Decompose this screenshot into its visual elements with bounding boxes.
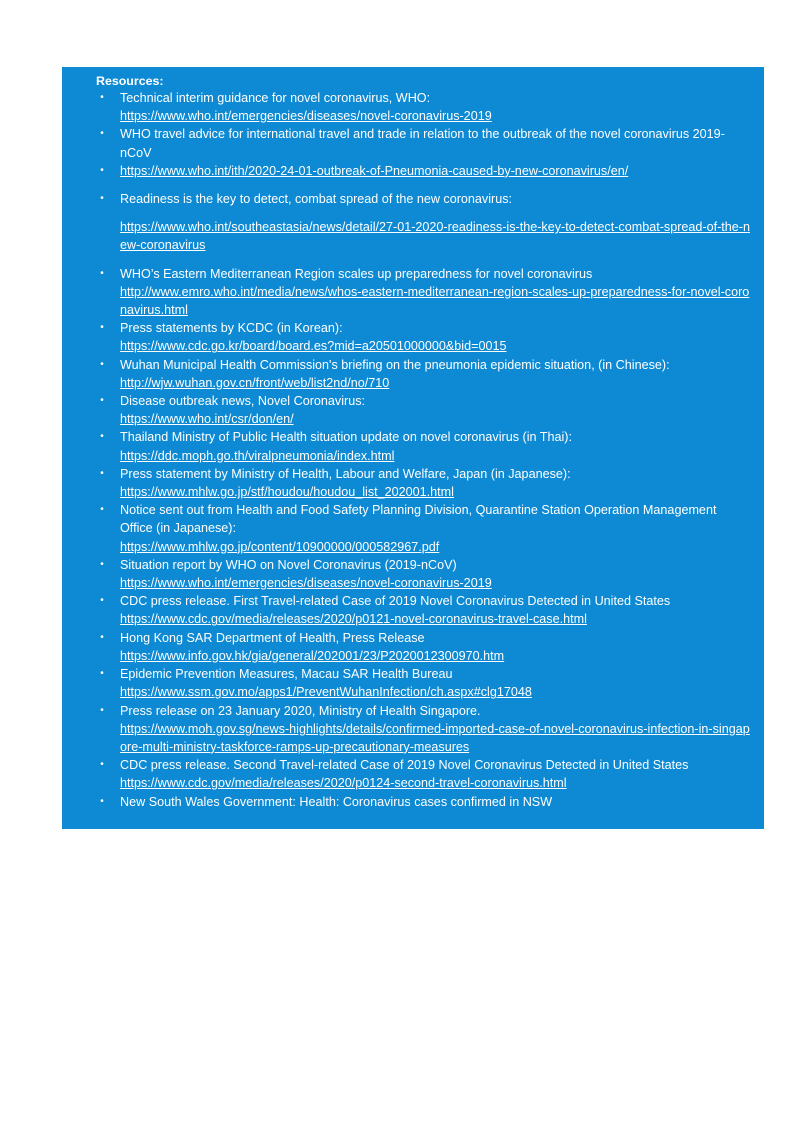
bullet-icon: • — [100, 431, 104, 443]
resource-link[interactable]: https://www.cdc.go.kr/board/board.es?mid=a20501000000&bid=0015 — [120, 339, 507, 354]
list-item — [96, 265, 752, 320]
bullet-icon: • — [100, 92, 104, 103]
resource-link[interactable]: https://www.info.gov.hk/gia/general/202001/23/P2020012300970.htm — [120, 648, 505, 663]
list-item — [96, 428, 752, 464]
list-item — [96, 89, 752, 125]
resource-description: Disease outbreak news, Novel Coronavirus: — [120, 394, 365, 409]
bullet-icon: • — [100, 322, 104, 334]
resources-heading: Resources: — [96, 74, 164, 88]
bullet-icon: • — [100, 164, 104, 176]
resource-description: Press release on 23 January 2020, Ministry of Health Singapore. — [120, 703, 481, 718]
resource-description: Wuhan Municipal Health Commission's briefing on the pneumonia epidemic situation, (in Chinese): — [120, 357, 670, 372]
resource-description: CDC press release. Second Travel-related Case of 2019 Novel Coronavirus Detected in United States — [120, 758, 689, 773]
list-item — [96, 793, 752, 811]
resource-link[interactable]: https://www.who.int/ith/2020-24-01-outbreak-of-Pneumonia-caused-by-new-coronavirus/en/ — [120, 163, 629, 178]
list-item — [96, 125, 752, 161]
list-item — [96, 702, 752, 757]
resource-link[interactable]: http://wjw.wuhan.gov.cn/front/web/list2nd/no/710 — [120, 375, 390, 390]
list-item — [96, 465, 752, 501]
bullet-icon: • — [100, 795, 104, 807]
resource-link[interactable]: https://www.cdc.gov/media/releases/2020/p0124-second-travel-coronavirus.html — [120, 776, 567, 791]
resource-description: New South Wales Government: Health: Coronavirus cases confirmed in NSW — [120, 794, 553, 809]
bullet-icon: • — [100, 631, 104, 643]
resource-description: Hong Kong SAR Department of Health, Press Release — [120, 630, 425, 645]
list-item — [96, 356, 752, 392]
resource-link[interactable]: https://www.ssm.gov.mo/apps1/PreventWuhanInfection/ch.aspx#clg17048 — [120, 685, 532, 700]
list-item — [96, 592, 752, 628]
resource-link[interactable]: http://www.emro.who.int/media/news/whos-eastern-mediterranean-region-scales-up-preparedness-for-novel-coronavirus.html — [120, 284, 750, 318]
resource-link[interactable]: https://www.mhlw.go.jp/stf/houdou/houdou_list_202001.html — [120, 485, 454, 500]
resource-link[interactable]: https://www.mhlw.go.jp/content/10900000/000582967.pdf — [120, 539, 440, 554]
resource-description: Epidemic Prevention Measures, Macau SAR Health Bureau — [120, 667, 453, 682]
resource-link[interactable]: https://www.cdc.gov/media/releases/2020/p0121-novel-coronavirus-travel-case.html — [120, 612, 587, 627]
bullet-icon: • — [100, 504, 104, 516]
bullet-icon: • — [100, 193, 104, 205]
resource-description: Press statement by Ministry of Health, Labour and Welfare, Japan (in Japanese): — [120, 466, 571, 481]
bullet-icon: • — [100, 467, 104, 479]
resource-description: WHO’s Eastern Mediterranean Region scales up preparedness for novel coronavirus — [120, 266, 593, 281]
list-item — [96, 556, 752, 592]
list-item — [96, 162, 752, 180]
list-item — [96, 392, 752, 428]
resource-link[interactable]: https://www.who.int/csr/don/en/ — [120, 412, 294, 427]
bullet-icon: • — [100, 595, 104, 607]
resource-description: Readiness is the key to detect, combat spread of the new coronavirus: — [120, 192, 513, 207]
bullet-icon: • — [100, 128, 104, 140]
resource-description: Notice sent out from Health and Food Safety Planning Division, Quarantine Station Operation Management Office (in Japanese): — [120, 503, 717, 536]
resource-description: Thailand Ministry of Public Health situation update on novel coronavirus (in Thai): — [120, 430, 572, 445]
resources-box — [62, 67, 764, 829]
resource-description: Press statements by KCDC (in Korean): — [120, 321, 343, 336]
list-item — [96, 665, 752, 701]
resource-description: Technical interim guidance for novel coronavirus, WHO: — [120, 91, 431, 105]
list-item — [96, 629, 752, 665]
resource-link[interactable]: https://www.who.int/emergencies/diseases/novel-coronavirus-2019 — [120, 576, 492, 591]
resource-link[interactable]: https://ddc.moph.go.th/viralpneumonia/index.html — [120, 448, 395, 463]
bullet-icon: • — [100, 267, 104, 279]
resource-link[interactable]: https://www.who.int/southeastasia/news/detail/27-01-2020-readiness-is-the-key-to-detect-combat-spread-of-the-new-coronavirus — [120, 220, 750, 253]
bullet-icon: • — [100, 358, 104, 370]
bullet-icon: • — [100, 668, 104, 680]
resource-description: CDC press release. First Travel-related Case of 2019 Novel Coronavirus Detected in United States — [120, 594, 671, 609]
list-item — [96, 319, 752, 355]
bullet-icon: • — [100, 558, 104, 570]
bullet-icon: • — [100, 395, 104, 407]
resource-description: WHO travel advice for international travel and trade in relation to the outbreak of the novel coronavirus 2019-nCoV — [120, 127, 725, 160]
list-item — [96, 190, 752, 255]
resources-list — [96, 89, 752, 811]
bullet-icon: • — [100, 704, 104, 716]
resource-description: Situation report by WHO on Novel Coronavirus (2019-nCoV) — [120, 557, 457, 572]
list-item — [96, 501, 752, 556]
resource-link[interactable]: https://www.moh.gov.sg/news-highlights/details/confirmed-imported-case-of-novel-coronavirus-infection-in-singapore-multi-ministry-taskforce-ramps-up-precautionary-measures — [120, 721, 750, 754]
list-item — [96, 756, 752, 792]
resource-link[interactable]: https://www.who.int/emergencies/diseases/novel-coronavirus-2019 — [120, 109, 492, 124]
bullet-icon: • — [100, 759, 104, 771]
